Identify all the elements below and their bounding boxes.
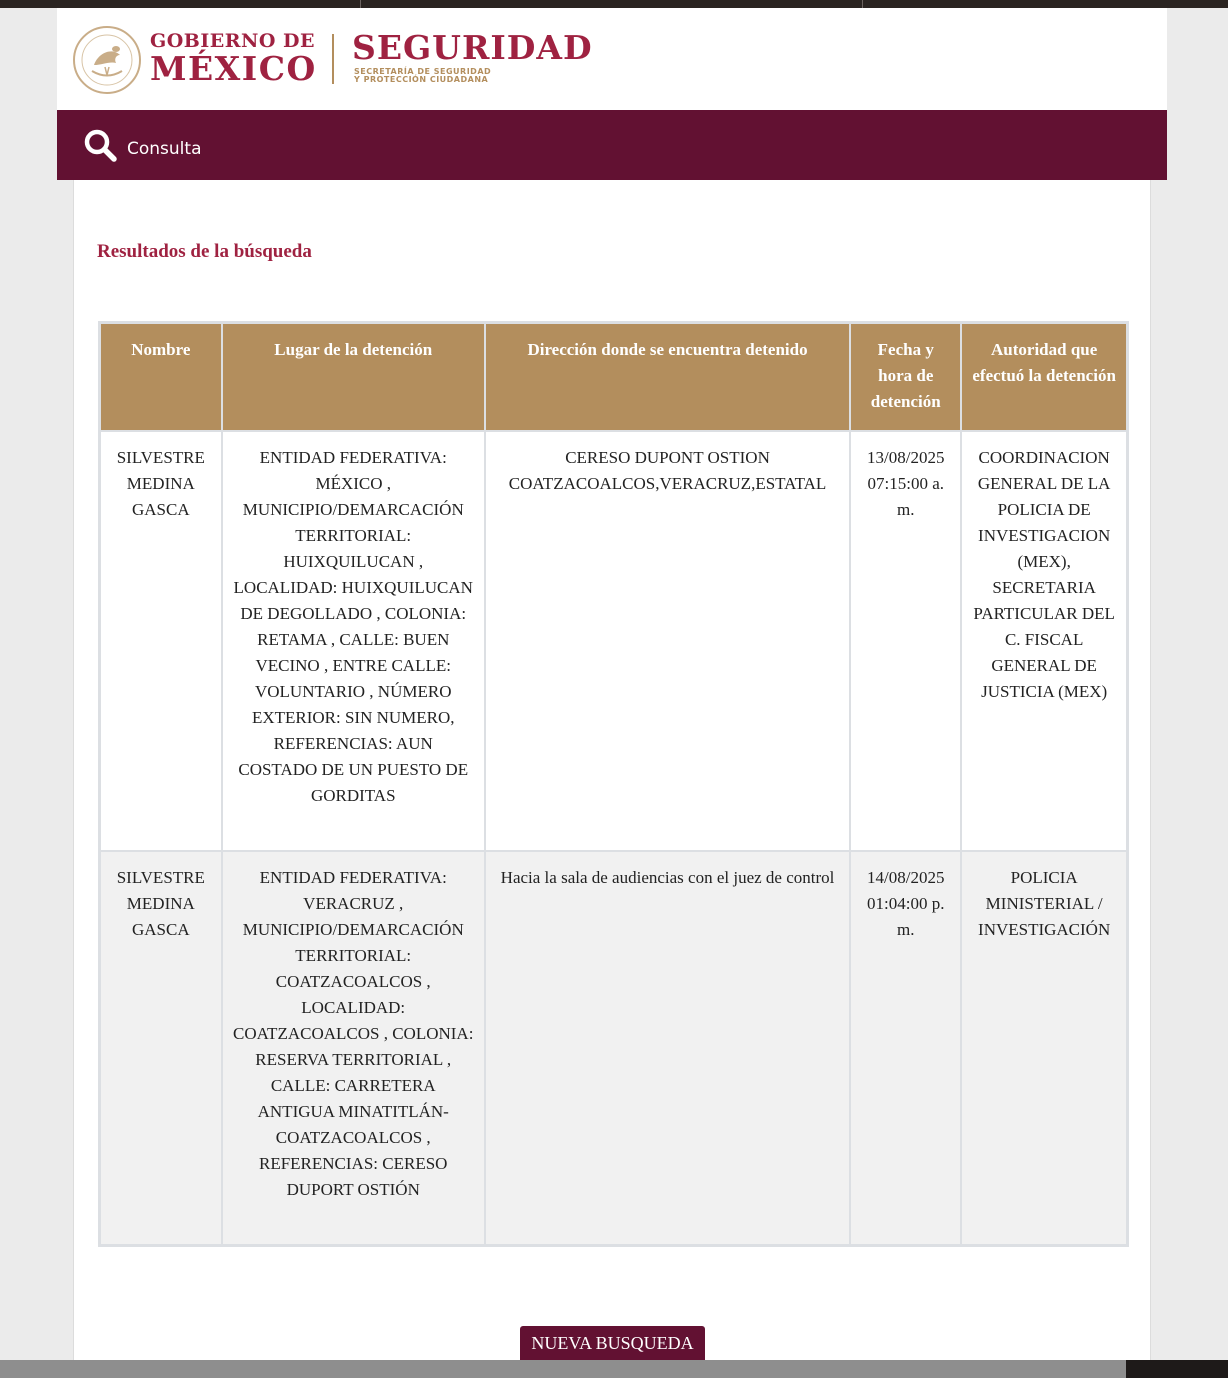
nav-consulta-label: Consulta: [127, 139, 202, 159]
new-search-button[interactable]: NUEVA BUSQUEDA: [520, 1326, 705, 1360]
column-header-direccion: Dirección donde se encuentra detenido: [485, 323, 850, 432]
main-navbar: [57, 110, 1167, 180]
cell-direccion: CERESO DUPONT OSTION COATZACOALCOS,VERACRUZ,ESTATAL: [485, 431, 850, 851]
cell-fecha: 13/08/2025 07:15:00 a. m.: [850, 431, 961, 851]
browser-bottom-bar: [0, 1360, 1228, 1378]
cell-nombre: SILVESTRE MEDINA GASCA: [100, 851, 222, 1245]
browser-top-strip: [0, 0, 1228, 8]
results-panel: [73, 180, 1151, 1360]
column-header-fecha: Fecha y hora de detención: [850, 323, 961, 432]
table-row: [100, 431, 1128, 851]
dependency-sub-line2: Y PROTECCIÓN CIUDADANA: [354, 75, 489, 84]
column-header-autoridad: Autoridad que efectuó la detención: [961, 323, 1127, 432]
cell-direccion: Hacia la sala de audiencias con el juez de control: [485, 851, 850, 1245]
dependency-sub-line1: SECRETARÍA DE SEGURIDAD: [354, 67, 492, 76]
gobierno-line2: MÉXICO: [150, 49, 317, 88]
bottom-bar-dark-segment: [1126, 1360, 1228, 1378]
search-icon: [83, 128, 117, 162]
site-header: [57, 8, 1167, 110]
mexico-seal-icon[interactable]: [72, 25, 142, 95]
table-header-row: [100, 323, 1128, 432]
strip-divider: [360, 0, 361, 8]
nav-item-consulta[interactable]: [83, 128, 201, 162]
results-table: [98, 321, 1129, 1247]
cell-autoridad: POLICIA MINISTERIAL / INVESTIGACIÓN: [961, 851, 1127, 1245]
table-row: [100, 851, 1128, 1245]
cell-fecha: 14/08/2025 01:04:00 p. m.: [850, 851, 961, 1245]
logo-divider: [332, 34, 334, 84]
cell-lugar: ENTIDAD FEDERATIVA: MÉXICO , MUNICIPIO/DEMARCACIÓN TERRITORIAL: HUIXQUILUCAN , LOCALIDAD: HUIXQUILUCAN DE DEGOLLADO , COLONIA: RETAMA , CALLE: BUEN VECINO , ENTRE CALLE: VOLUNTARIO , NÚMERO EXTERIOR: SIN NUMERO, REFERENCIAS: AUN COSTADO DE UN PUESTO DE GORDITAS: [222, 431, 485, 851]
gobierno-line1: GOBIERNO DE: [150, 30, 315, 52]
column-header-lugar: Lugar de la detención: [222, 323, 485, 432]
gobierno-logo-text[interactable]: [150, 30, 320, 86]
cell-autoridad: COORDINACION GENERAL DE LA POLICIA DE INVESTIGACION (MEX), SECRETARIA PARTICULAR DEL C. FISCAL GENERAL DE JUSTICIA (MEX): [961, 431, 1127, 851]
cell-lugar: ENTIDAD FEDERATIVA: VERACRUZ , MUNICIPIO/DEMARCACIÓN TERRITORIAL: COATZACOALCOS , LOCALIDAD: COATZACOALCOS , COLONIA: RESERVA TERRITORIAL , CALLE: CARRETERA ANTIGUA MINATITLÁN-COATZACOALCOS , REFERENCIAS: CERESO DUPORT OSTIÓN: [222, 851, 485, 1245]
strip-divider: [862, 0, 863, 8]
page-title: Resultados de la búsqueda: [97, 241, 312, 262]
dependency-title: SEGURIDAD: [352, 28, 593, 67]
dependency-subtitle: [354, 68, 554, 84]
column-header-nombre: Nombre: [100, 323, 222, 432]
cell-nombre: SILVESTRE MEDINA GASCA: [100, 431, 222, 851]
